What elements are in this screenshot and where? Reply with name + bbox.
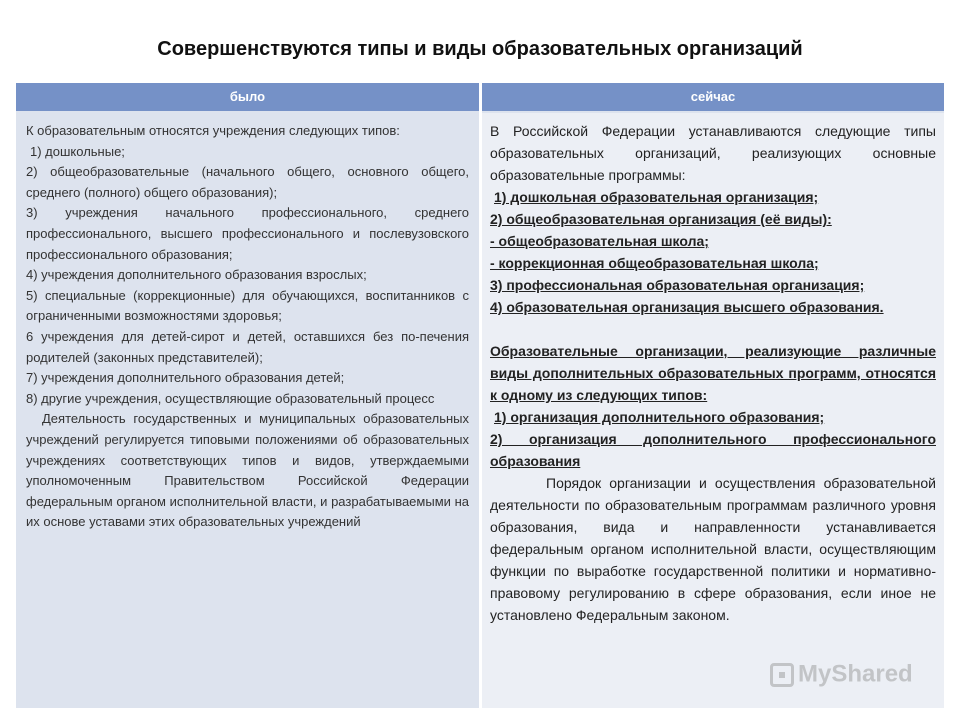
before-item-8: 8) другие учреждения, осуществляющие образовательный процесс [26, 390, 435, 406]
now-text [490, 120, 936, 626]
before-item-7: 7) учреждения дополнительного образования детей; [26, 370, 345, 386]
watermark-logo-icon [770, 663, 794, 687]
before-item-6: 6 учреждения для детей-сирот и детей, оставшихся без по-печения родителей (законных представителей); [26, 328, 469, 365]
before-item-2: 2) общеобразовательные (начального общего, основного общего, среднего (полного) общего образования); [26, 164, 469, 200]
column-header-now: сейчас [482, 83, 944, 111]
watermark [770, 660, 930, 694]
page-title: Совершенствуются типы и виды образовательных организаций [157, 38, 803, 60]
before-intro: К образовательным относятся учреждения следующих типов: [26, 123, 400, 138]
watermark-text: MyShared [798, 660, 913, 688]
before-item-1: 1) дошкольные; [30, 143, 125, 159]
cell-before [16, 113, 479, 708]
comparison-table [16, 83, 944, 708]
now-type-4: 4) образовательная организация высшего образования. [490, 299, 884, 315]
before-item-5: 5) специальные (коррекционные) для обучающихся, воспитанников с ограниченными возможностями здоровья; [26, 287, 469, 324]
before-text [26, 121, 469, 533]
now-intro: В Российской Федерации устанавливаются следующие типы образовательных организаций, реализующих основные образовательные программы: [490, 123, 936, 183]
now-additional-1: 1) организация дополнительного образования; [494, 409, 825, 425]
before-regulation: Деятельность государственных и муниципальных образовательных учреждений регулируется типовыми положениями об образовательных учреждениях соответствующих типов и видов, утверждаемыми уполномоченным Правительством Российской Федерации федеральным органом исполнительной власти, и разрабатываемыми на их основе уставами этих образовательных учреждений [26, 411, 469, 530]
now-additional-intro: Образовательные организации, реализующие различные виды дополнительных образовательных программ, относятся к одному из следующих типов: [490, 343, 936, 403]
now-type-2a: - общеобразовательная школа; [490, 233, 709, 249]
before-item-4: 4) учреждения дополнительного образования взрослых; [26, 267, 367, 283]
now-type-2b: - коррекционная общеобразовательная школа; [490, 255, 819, 271]
now-procedure: Порядок организации и осуществления образовательной деятельности по образовательным программам различного уровня образования, вида и направленности устанавливается федеральным органом исполнительной власти, осуществляющим функции по выработке государственной политики и нормативно-правовому регулированию в сфере образования, если иное не установлено Федеральным законом. [490, 475, 936, 623]
now-type-3: 3) профессиональная образовательная организация; [490, 277, 865, 293]
paragraph-gap [490, 318, 936, 340]
column-header-before: было [16, 83, 479, 111]
now-additional-2: 2) организация дополнительного профессионального образования [490, 431, 936, 469]
now-type-1: 1) дошкольная образовательная организация; [494, 189, 819, 205]
before-item-3: 3) учреждения начального профессионального, среднего профессионального, высшего профессионального и послевузовского профессионального образования; [26, 205, 469, 262]
now-type-2: 2) общеобразовательная организация (её виды): [490, 211, 832, 227]
cell-now [482, 113, 944, 708]
